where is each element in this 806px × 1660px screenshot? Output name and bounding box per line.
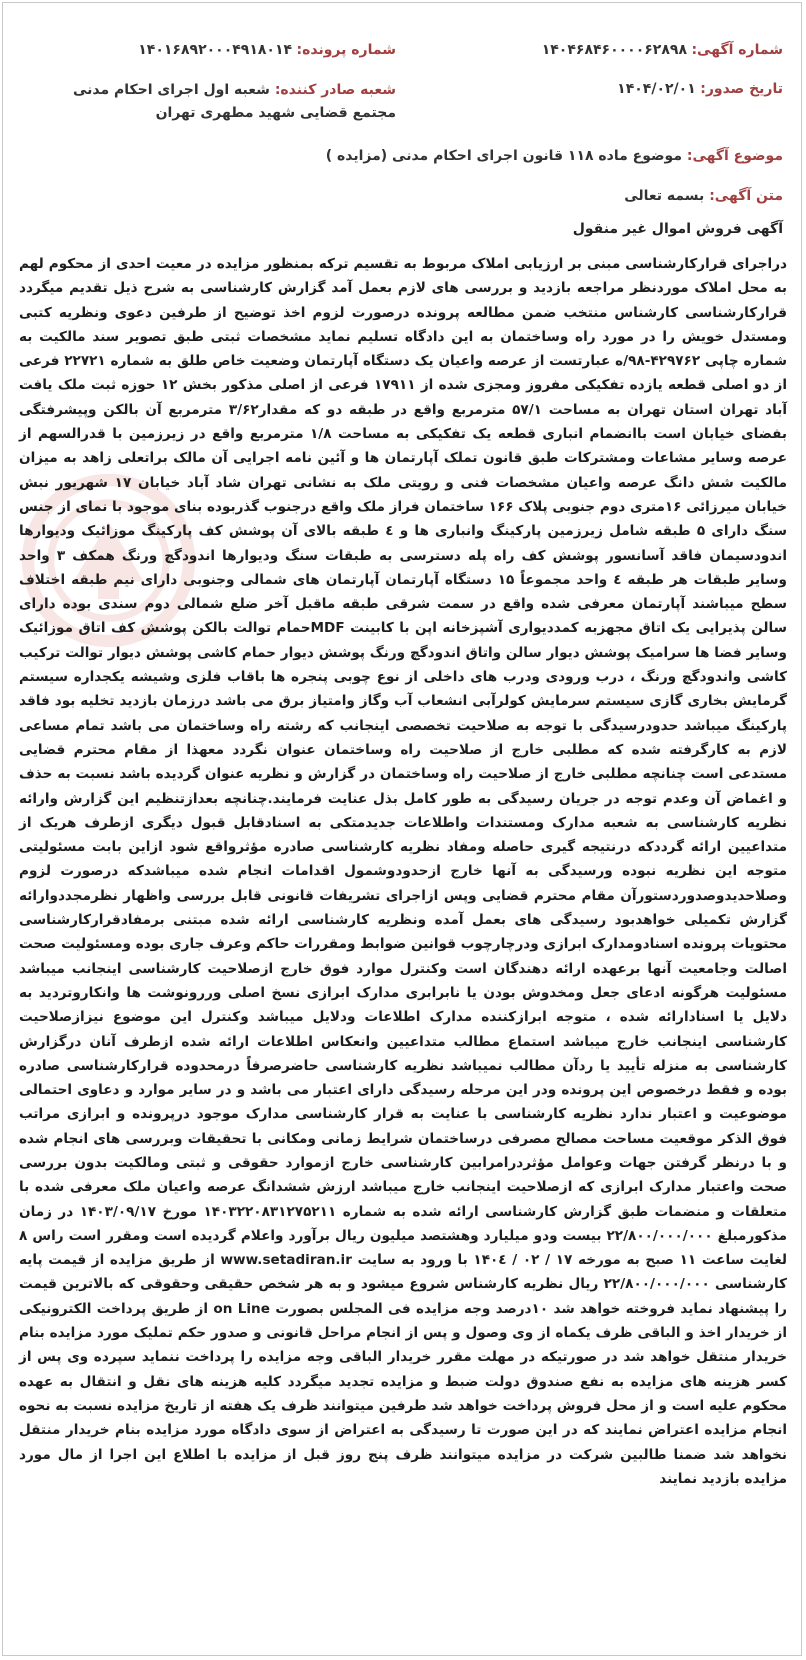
case-number-label: شماره پرونده: xyxy=(296,42,396,58)
case-number-value: ۱۴۰۱۶۸۹۲۰۰۰۴۹۱۸۰۱۴ xyxy=(138,42,293,58)
issue-date-label: تاریخ صدور: xyxy=(700,81,783,97)
subject-label: موضوع آگهی: xyxy=(686,148,783,164)
ad-number xyxy=(542,40,783,60)
ad-number-label: شماره آگهی: xyxy=(691,42,783,58)
case-number xyxy=(138,40,396,60)
ad-number-value: ۱۴۰۴۶۸۴۶۰۰۰۰۶۲۸۹۸ xyxy=(541,42,687,58)
subject-value: موضوع ماده ۱۱۸ قانون اجرای احکام مدنی (مزایده ) xyxy=(325,148,682,164)
ad-text xyxy=(624,186,783,206)
issuer-label: شعبه صادر کننده: xyxy=(274,82,396,98)
subject xyxy=(326,146,783,166)
document-frame xyxy=(2,2,802,1656)
ad-text-value: بسمه تعالی xyxy=(624,188,705,204)
ad-body-text: دراجرای قرارکارشناسی مبنی بر ارزیابی املاک مربوط به تقسیم ترکه بمنظور مزایده در معیت احدی از محکوم لهم به محل املاک موردنظر مراجعه بازدید و بررسی های لازم بعمل آمد گزارش کارشناسی به شرح ذیل تقدیم میگردد قرارکارشناسی کارشناس منتخب ضمن مطالعه پرونده درصورت لزوم اخذ توضیح از طرفین دعوی ونظریه کتبی ومستدل خویش را در مورد راه وساختمان به این دادگاه تسلیم نماید مشخصات ثبتی طبق تصویر سند مالکیت به شماره چاپی ۴۲۹۷۶۲-۹۸/ه عبارتست از عرصه واعیان یک دستگاه آپارتمان وضعیت خاص طلق به شماره ۲۲۷۲۱ فرعی از دو اصلی قطعه یازده تفکیکی مفروز ومجزی شده از ۱۷۹۱۱ فرعی از اصلی مذکور بخش ۱۲ حوزه ثبت ملک یافت آباد تهران استان تهران به مساحت ۵۷/۱ مترمربع واقع در طبقه دو که مقدار۳/۶۲ مترمربع آن بالکن وپیشرفتگی بفضای خیابان است باانضمام انباری قطعه یک تفکیکی به مساحت ۱/۸ مترمربع واقع در زیرزمین با قدرالسهم از عرصه وسایر مشاعات ومشترکات طبق قانون تملک آپارتمان ها و آئین نامه اجرایی آن مالک براتعلی زاهد به میزان مالکیت شش دانگ عرصه واعیان مشخصات فنی و رویتی ملک به نشانی تهران شاد آباد خیابان ۱۷ شهریور نبش خیابان میرزائی ۱۶متری دوم جنوبی پلاک ۱۶۶ ساختمان فراز ملک واقع درجنوب گذربوده بنای موجود با نمای از جنس سنگ دارای ۵ طبقه شامل زیرزمین پارکینگ وانباری ها و ٤ طبقه بالای آن پوشش کف پارکینگ موزائیک ودیوارها اندودسیمان فاقد آسانسور پوشش کف راه پله دسترسی به طبقات سنگ ودیوارها اندودگچ ورنگ همکف ۳ واحد وسایر طبقات هر طبقه ٤ واحد مجموعاً ۱۵ دستگاه آپارتمان آپارتمان های شمالی وجنوبی دارای نیم طبقه اختلاف سطح میباشند آپارتمان معرفی شده واقع در سمت شرقی طبقه ماقبل آخر ضلع شمالی دوم سندی بوده دارای سالن پذیرایی یک اتاق مجهزبه کمددیواری آشپزخانه اپن با کابینت MDFحمام توالت بالکن پوشش کف اتاق موزائیک وسایر فضا ها سرامیک پوشش دیوار سالن واتاق اندودگچ ورنگ پوشش دیوار حمام کاشی پوشش دیوار توالت ترکیب کاشی واندودگچ ورنگ ، درب ورودی ودرب های داخلی از نوع چوبی پنجره ها باقاب فلزی وشیشه یکجداره سیستم گرمایش بخاری گازی سیستم سرمایش کولرآبی انشعاب آب وگاز وامتیاز برق می باشد درزمان بازدید تخلیه بود فاقد پارکینگ میباشد حدودرسیدگی با توجه به صلاحیت تخصصی اینجانب که رشته راه وساختمان می باشد تمام مساعی لازم به کارگرفته شده که مطلبی خارج از صلاحیت راه وساختمان عنوان نگردد معهذا از مقام محترم قضایی مستدعی است چنانچه مطلبی خارج از صلاحیت راه وساختمان در گزارش و نظریه عنوان گردیده باشد نسبت به حذف و اغماض آن وعدم توجه در جریان رسیدگی به طور کامل بذل عنایت فرمایند.چنانچه بعدازتنظیم این گزارش وارائه نظریه کارشناسی به شعبه مدارک ومستندات واطلاعات جدیدمتکی به اسنادقابل قبول دیگری ازطرف هریک از متداعیین ارائه گرددکه درنتیجه گیری حاصله ومفاد نظریه کارشناسی صادره مؤثرواقع شود ازاین بابت مسئولیتی متوجه این نظریه نبوده ورسیدگی به آنها خارج ازحدودوشمول اقدامات انجام شده میباشدکه درصورت لزوم وصلاحدیدوصدوردستورآن مقام محترم قضایی وپس ازاجرای تشریفات قانونی قابل بررسی واظهار نظرمجددوارائه گزارش تکمیلی خواهدبود رسیدگی های بعمل آمده ونظریه کارشناسی ارائه شده مبتنی برمفادقرارکارشناسی محتویات پرونده اسنادومدارک ابرازی ودرچارچوب قوانین ضوابط ومقررات حاکم وعرف جاری بوده ومسئولیت صحت اصالت وجامعیت آنها برعهده ارائه دهندگان است وکنترل موارد فوق خارج ازصلاحیت کارشناسی اینجانب میباشد مسئولیت هرگونه ادعای جعل ومخدوش بودن یا نابرابری مدارک ابرازی نسخ اصلی وررونوشت ها وانکاروتردید به دلایل یا اسنادارائه شده ، متوجه ابرازکننده مدارک اطلاعات ودلایل میباشد وکنترل این موضوع نیزازصلاحیت کارشناسی اینجانب خارج میباشد استماع مطالب متداعیین وانعکاس اطلاعات ارائه شده ازطرف آنان درگزارش کارشناسی به منزله تأیید یا ردآن مطالب نمیباشد نظریه کارشناسی حاضرصرفاً درمحدوده قرارکارشناسی صادره بوده و فقط درخصوص این پرونده ودر این مرحله رسیدگی دارای اعتبار می باشد و در سایر موارد و دعاوی احتمالی موضوعیت و اعتبار ندارد نظریه کارشناسی با عنایت به قرار کارشناسی مدارک موجود درپرونده و ابرازی مراتب فوق الذکر موقعیت مساحت مصالح مصرفی درساختمان شرایط زمانی ومکانی با تحقیقات وبررسی های انجام شده و با درنظر گرفتن جهات وعوامل مؤثردرامرابین کارشناسی خارج ازموارد حقوقی و ثبتی ومالکیت بدون بررسی صحت واعتبار مدارک ابرازی که ازصلاحیت اینجانب خارج میباشد ارزش ششدانگ عرصه واعیان ملک معرفی شده با متعلقات و منضمات طبق گزارش کارشناسی ارائه شده به شماره ۱۴۰۳۲۲۰۸۳۱۲۷۵۲۱۱ مورخ ۱۴۰۳/۰۹/۱۷ در زمان مذکورمبلغ ۲۲/۸۰۰/۰۰۰/۰۰۰ بیست ودو میلیارد وهشتصد میلیون ریال برآورد واعلام گردیده است ومقرر است راس ۸ لغایت ساعت ۱۱ صبح به مورخه ۱۷ / ۰۲ / ۱۴۰٤ با ورود به سایت www.setadiran.ir از طریق مزایده از قیمت پایه کارشناسی ۲۲/۸۰۰/۰۰۰/۰۰۰ ریال نظریه کارشناس شروع میشود و به هر شخص حقیقی وحقوقی که بالاترین قیمت را پیشنهاد نماید فروخته خواهد شد ۱۰درصد وجه مزایده فی المجلس بصورت on Line از طریق پرداخت الکترونیکی از خریدار اخذ و الباقی ظرف یکماه از وی وصول و پس از انجام مراحل قانونی و صدور حکم تملیک مورد مزایده بنام خریدار منتقل خواهد شد در صورتیکه در مهلت مقرر خریدار الباقی وجه مزایده را پرداخت ننماید سپرده وی پس از کسر هزینه های مزایده به نفع صندوق دولت ضبط و مزایده تجدید میگردد کلیه هزینه های نقل و انتقال به عهده محکوم علیه است و از محل فروش پرداخت خواهد شد طرفین میتوانند ظرف یک هفته از تاریخ مزایده نسبت به نحوه انجام مزایده اعتراض نمایند که در این صورت تا رسیدگی به اعتراض از سوی دادگاه مورد مزایده بنام خریدار منتقل نخواهد شد ضمنا طالبین شرکت در مزایده میتوانند ظرف پنج روز قبل از مزایده با اطلاع این اجرا از مال مورد مزایده بازدید نمایند xyxy=(19,256,788,1487)
issuer-value: شعبه اول اجرای احکام مدنی مجتمع قضایی شهید مطهری تهران xyxy=(72,82,396,121)
ad-text-label: متن آگهی: xyxy=(709,188,783,204)
issue-date-value: ۱۴۰۴/۰۲/۰۱ xyxy=(617,81,696,97)
issuer xyxy=(51,79,396,125)
issue-date xyxy=(617,79,783,99)
ad-heading: آگهی فروش اموال غیر منقول xyxy=(572,221,783,237)
